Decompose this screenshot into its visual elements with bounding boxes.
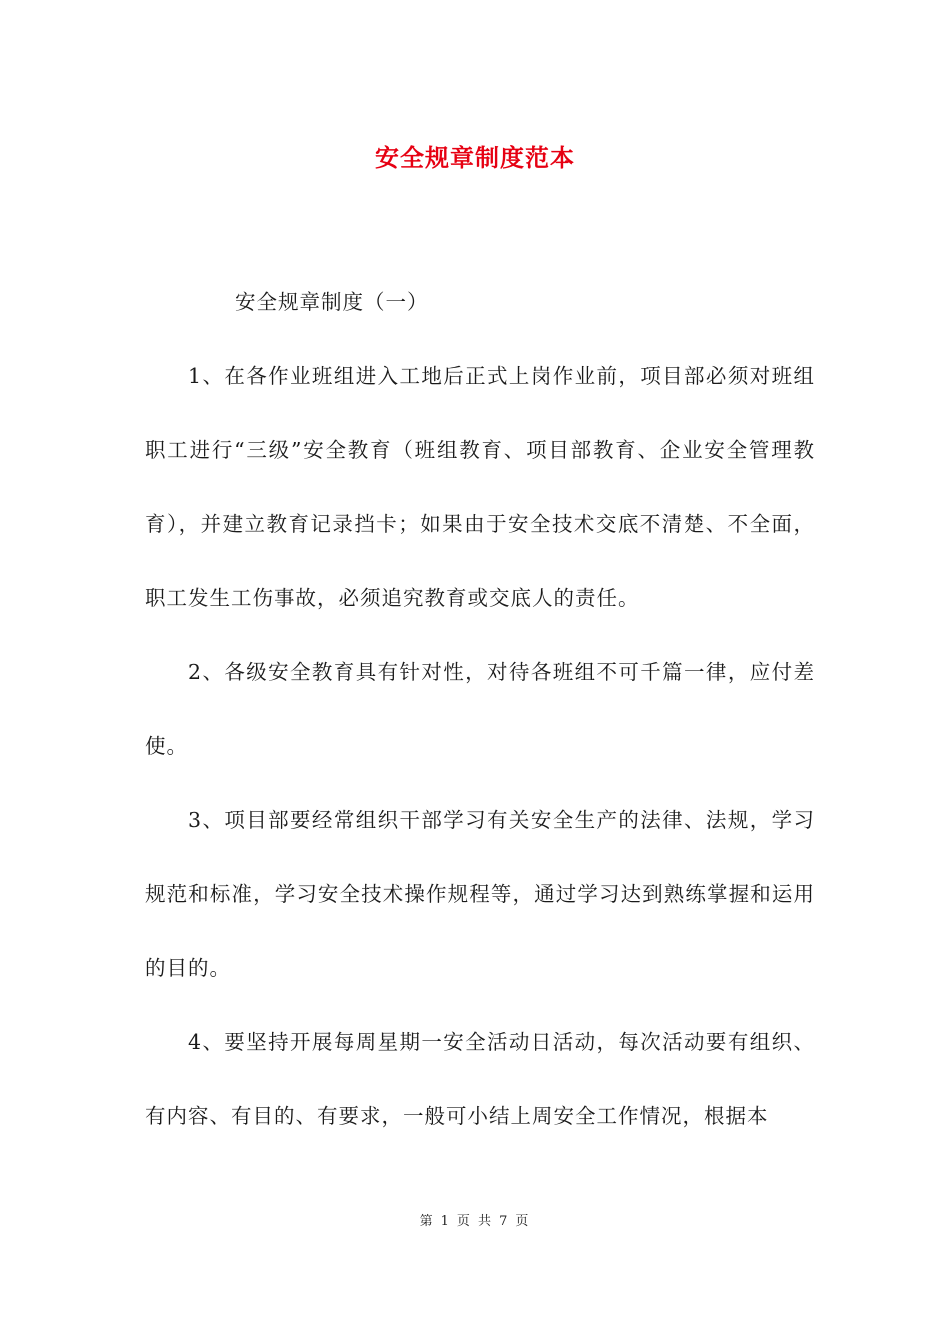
paragraph-3: 3、项目部要经常组织干部学习有关安全生产的法律、法规，学习规范和标准，学习安全技术操作规程等，通过学习达到熟练掌握和运用的目的。 xyxy=(145,808,815,980)
footer-middle: 页 共 xyxy=(456,1214,494,1229)
footer-total-pages: 7 xyxy=(499,1214,510,1229)
section-heading: 安全规章制度（一） xyxy=(235,290,429,314)
footer-prefix: 第 xyxy=(419,1214,435,1229)
document-body xyxy=(145,265,815,1153)
paragraph-2: 2、各级安全教育具有针对性，对待各班组不可千篇一律，应付差使。 xyxy=(145,660,815,758)
document-title: 安全规章制度范本 xyxy=(375,143,575,172)
paragraph-1: 1、在各作业班组进入工地后正式上岗作业前，项目部必须对班组职工进行“三级”安全教育（班组教育、项目部教育、企业安全管理教育），并建立教育记录挡卡；如果由于安全技术交底不清楚、不全面，职工发生工伤事故，必须追究教育或交底人的责任。 xyxy=(145,364,815,610)
page-number-footer xyxy=(0,1210,950,1229)
footer-current-page: 1 xyxy=(440,1214,451,1229)
paragraph-4: 4、要坚持开展每周星期一安全活动日活动，每次活动要有组织、有内容、有目的、有要求，一般可小结上周安全工作情况，根据本 xyxy=(145,1030,815,1128)
footer-suffix: 页 xyxy=(515,1214,531,1229)
